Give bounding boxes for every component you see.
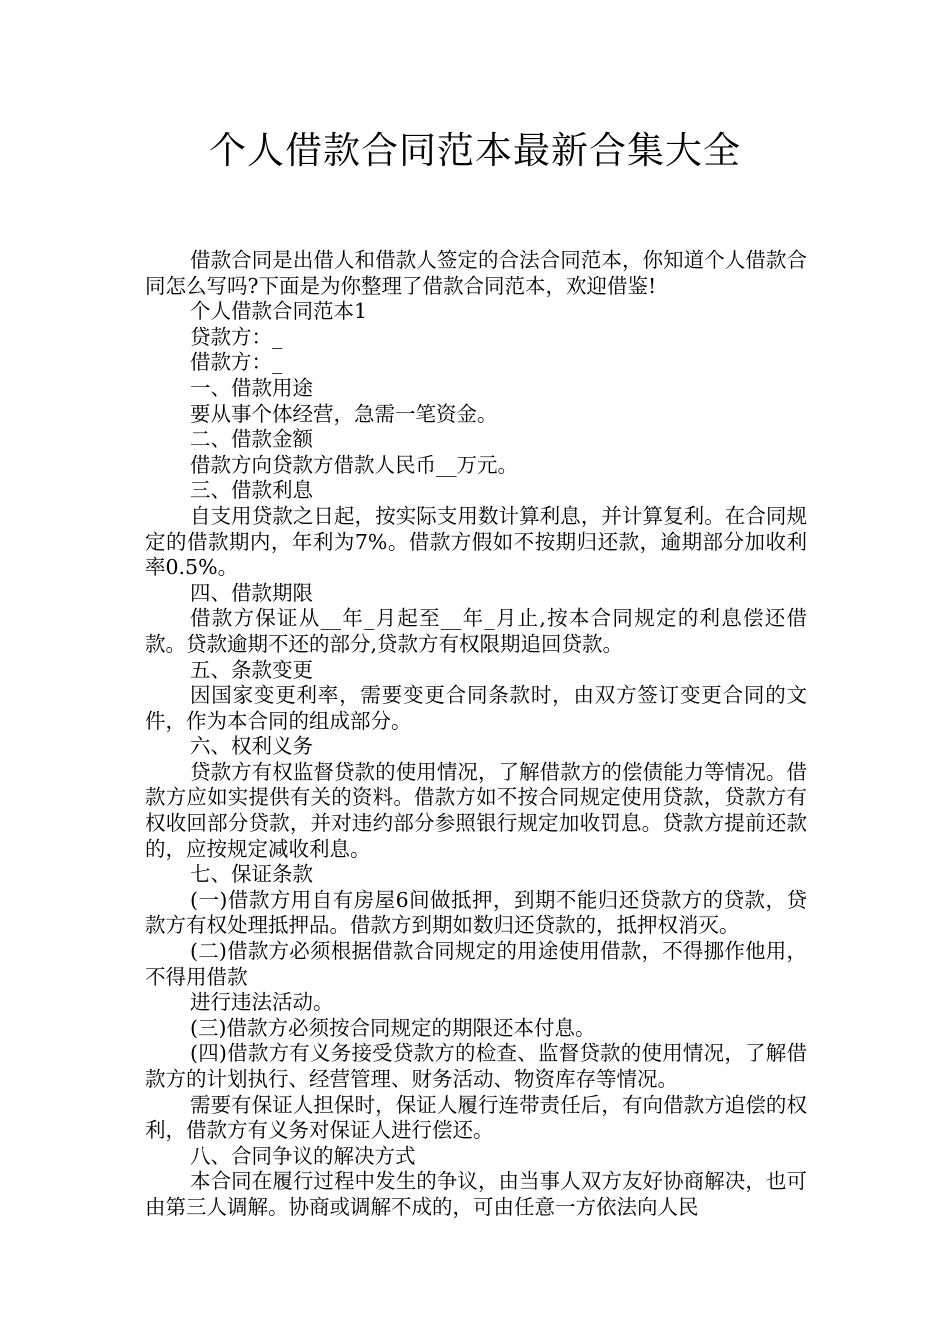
- paragraph-intro: 借款合同是出借人和借款人签定的合法合同范本，你知道个人借款合同怎么写吗?下面是为你整理了借款合同范本，欢迎借鉴!: [145, 248, 807, 298]
- paragraph-purpose: 要从事个体经营，急需一笔资金。: [190, 401, 498, 426]
- document-body: [145, 248, 807, 1221]
- section-heading-amount: 二、借款金额: [190, 427, 313, 452]
- paragraph-guarantee-4: (四)借款方有义务接受贷款方的检查、监督贷款的使用情况，了解借款方的计划执行、经营管理、财务活动、物资库存等情况。: [145, 1041, 807, 1091]
- paragraph-guarantee-2-cont: 进行违法活动。: [190, 990, 334, 1015]
- section-heading-changes: 五、条款变更: [190, 657, 313, 682]
- page-title: 个人借款合同范本最新合集大全: [209, 129, 741, 172]
- section-heading-rights: 六、权利义务: [190, 734, 313, 759]
- paragraph-borrower: 借款方：_: [190, 350, 283, 375]
- section-heading-dispute: 八、合同争议的解决方式: [190, 1143, 416, 1168]
- paragraph-rights: 贷款方有权监督贷款的使用情况，了解借款方的偿债能力等情况。借款方应如实提供有关的资料。借款方如不按合同规定使用贷款，贷款方有权收回部分贷款，并对违约部分参照银行规定加收罚息。贷款方提前还款的，应按规定减收利息。: [145, 759, 807, 861]
- paragraph-amount: 借款方向贷款方借款人民币__万元。: [190, 452, 518, 477]
- section-heading-purpose: 一、借款用途: [190, 375, 313, 400]
- paragraph-guarantee-1: (一)借款方用自有房屋6间做抵押，到期不能归还贷款方的贷款，贷款方有权处理抵押品。借款方到期如数归还贷款的，抵押权消灭。: [145, 887, 807, 938]
- paragraph-guarantor: 需要有保证人担保时，保证人履行连带责任后，有向借款方追偿的权利，借款方有义务对保证人进行偿还。: [145, 1092, 807, 1143]
- paragraph-contract-heading: 个人借款合同范本1: [190, 299, 368, 324]
- paragraph-changes: 因国家变更利率，需要变更合同条款时，由双方签订变更合同的文件，作为本合同的组成部分。: [145, 683, 807, 733]
- paragraph-term: 借款方保证从__年_月起至__年_月止,按本合同规定的利息偿还借款。贷款逾期不还的部分,贷款方有权限期追回贷款。: [145, 606, 807, 656]
- section-heading-guarantee: 七、保证条款: [190, 862, 313, 887]
- section-heading-term: 四、借款期限: [190, 580, 313, 605]
- paragraph-guarantee-3: (三)借款方必须按合同规定的期限还本付息。: [190, 1015, 596, 1040]
- paragraph-guarantee-2: (二)借款方必须根据借款合同规定的用途使用借款，不得挪作他用，不得用借款: [145, 939, 807, 989]
- section-heading-interest: 三、借款利息: [190, 478, 313, 503]
- paragraph-interest: 自支用贷款之日起，按实际支用数计算利息，并计算复利。在合同规定的借款期内，年利为7%。借款方假如不按期归还款，逾期部分加收利率0.5%。: [145, 503, 807, 580]
- paragraph-lender: 贷款方：_: [190, 324, 283, 349]
- paragraph-dispute: 本合同在履行过程中发生的争议，由当事人双方友好协商解决，也可由第三人调解。协商或调解不成的，可由任意一方依法向人民: [145, 1169, 807, 1219]
